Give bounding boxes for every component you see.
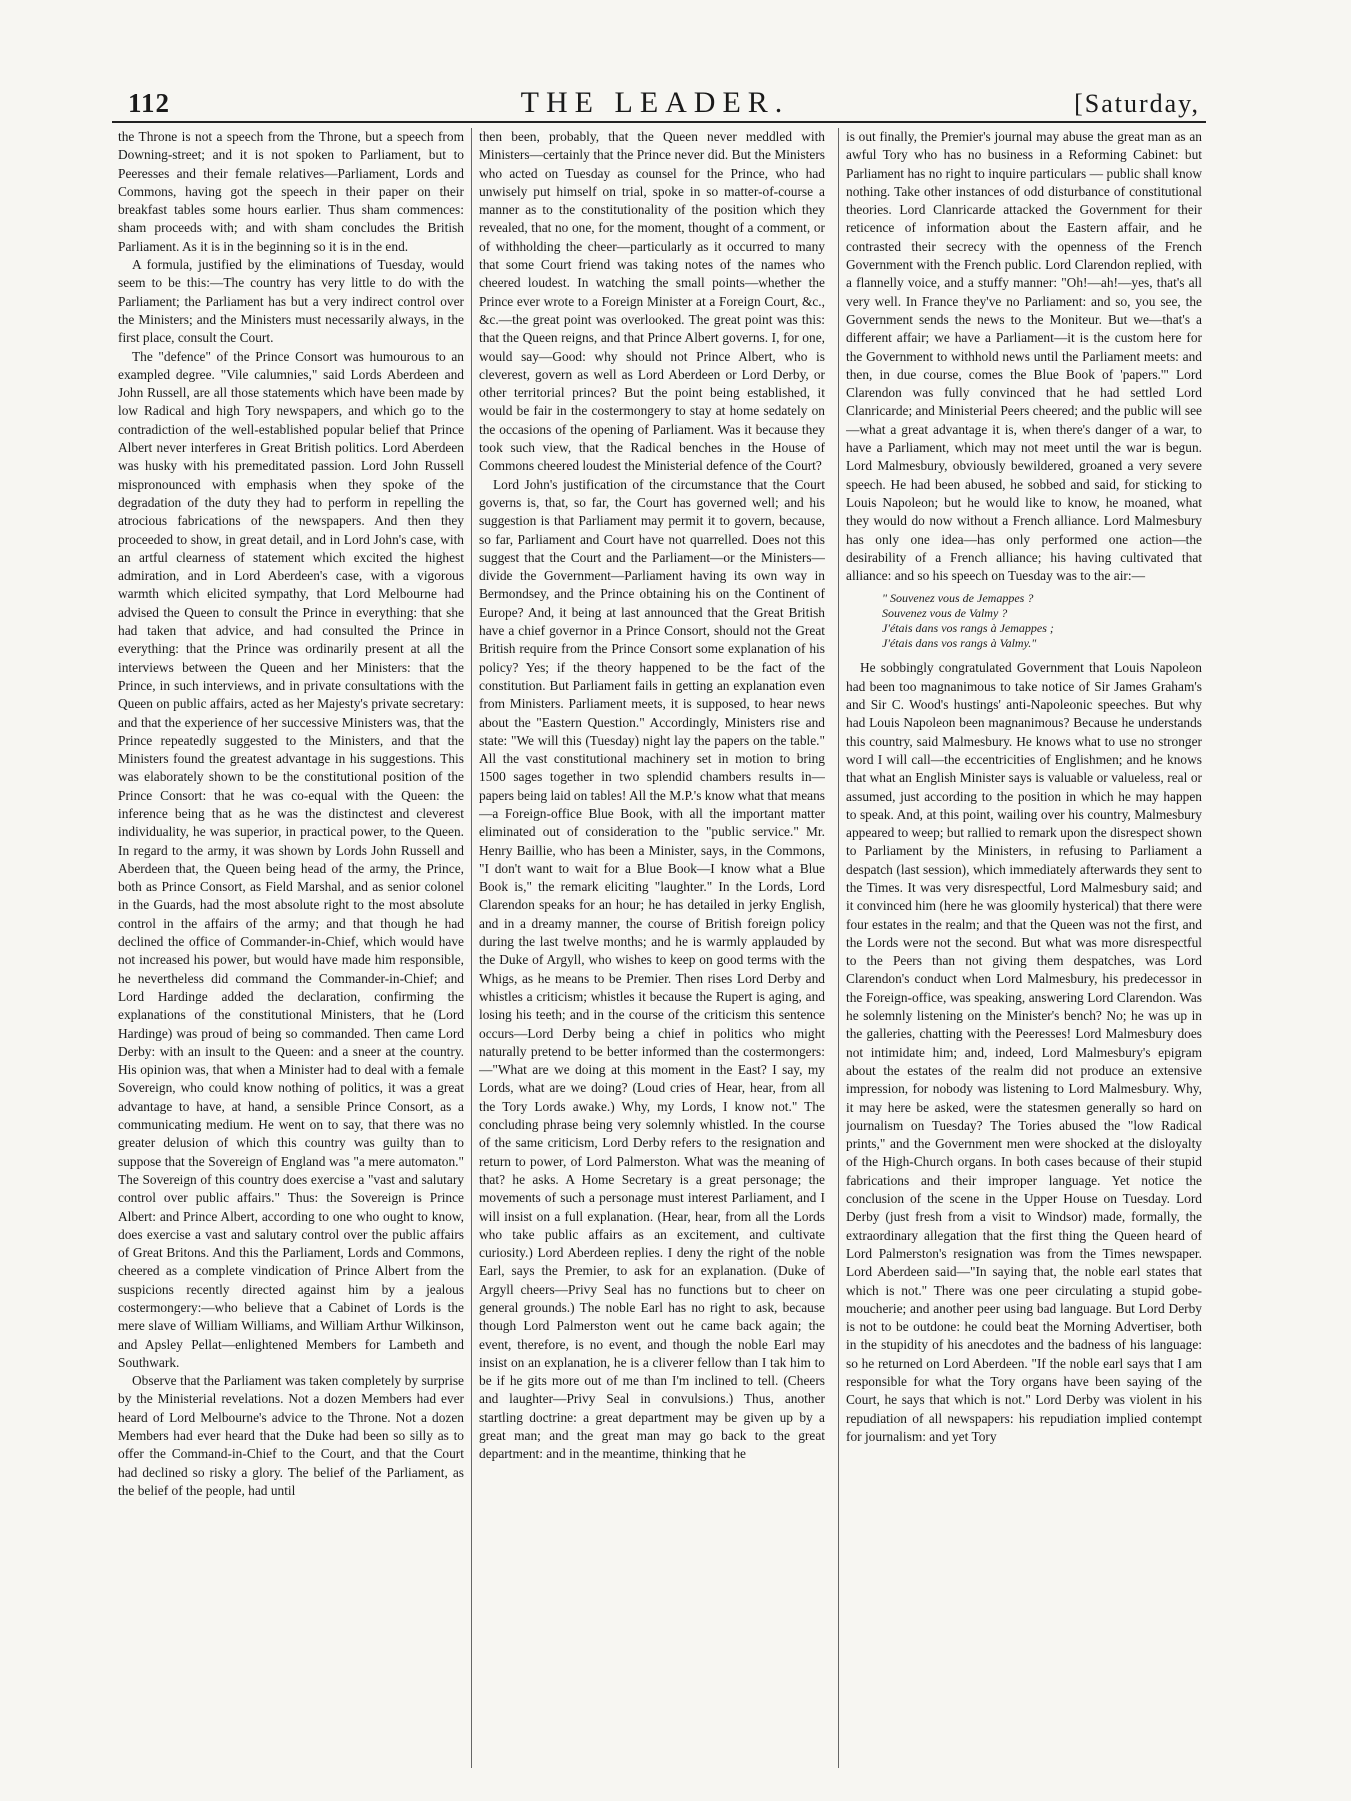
verse-line: Souvenez vous de Valmy ? <box>882 606 1008 621</box>
paragraph: Lord John's justification of the circumstance that the Court governs is, that, so far, the Court has governed well; and his suggestion is that Parliament may permit it to govern, because, so far, Parliament and Court have not quarrelled. Does not this suggest that the Court and the Parliament—or the Ministers—divide the Government—Parliament having its own way in Bermondsey, and the Prince obtaining his on the Continent of Europe? And, it being at last announced that the Great British have a chief governor in a Prince Consort, should not the Great British require from the Prince Consort some explanation of his policy? Yes; if the theory happened to be the fact of the constitution. But Parliament fails in getting an explanation even from Ministers. Parliament meets, it is supposed, to hear news about the "Eastern Question." Accordingly, Ministers rise and state: "We will this (Tuesday) night lay the papers on the table." All the vast constitutional machinery set in motion to bring 1500 sages together in two splendid chambers results in—papers being laid on tables! All the M.P.'s know what that means—a Foreign-office Blue Book, with all the important matter eliminated out of consideration to the "public service." Mr. Henry Baillie, who has been a Minister, says, in the Commons, "I don't want to wait for a Blue Book—I know what a Blue Book is," the remark eliciting "laughter." In the Lords, Lord Clarendon speaks for an hour; he has detailed in jerky English, and in a dreamy manner, the course of British foreign policy during the last twelve months; and he is warmly applauded by the Duke of Argyll, who wishes to keep on good terms with the Whigs, as he means to be Premier. Then rises Lord Derby and whistles a criticism; whistles it because the Rupert is aging, and losing his teeth; and in the course of the criticism this sentence occurs—Lord Derby being a chief in politics who might naturally pretend to be better informed than the costermongers:—"What are we doing at this moment in the East? I say, my Lords, what are we doing? (Loud cries of Hear, hear, from all the Tory Lords awake.) Why, my Lords, I know not." The concluding phrase being very solemnly whistled. In the course of the same criticism, Lord Derby refers to the resignation and return to power, of Lord Palmerston. What was the meaning of that? he asks. A Home Secretary is a great personage; the movements of such a personage must interest Parliament, and I will insist on a full explanation. (Hear, hear, from all the Lords who take public affairs as an excitement, and cultivate curiosity.) Lord Aberdeen replies. I deny the right of the noble Earl, says the Premier, to ask for an explanation. (Duke of Argyll cheers—Privy Seal has no functions but to cheer on general grounds.) The noble Earl has no right to ask, because though Lord Palmerston went out he came back again; the event, therefore, is no event, and though the noble Earl may insist on an explanation, he is a cliverer fellow than I tak him to be if he gits more out of me than I'm inclined to tell. (Cheers and laughter—Privy Seal in convulsions.) Thus, another startling doctrine: a great department may be given up by a great man; and the great man may go back to the great department: and in the meantime, thinking that he <box>479 476 825 1462</box>
article-body <box>118 128 1206 1768</box>
issue-day: [Saturday, <box>1074 89 1200 118</box>
paragraph: is out finally, the Premier's journal may abuse the great man as an awful Tory who has no business in a Reforming Cabinet: but Parliament has no right to inquire particulars — public shall know nothing. Take other instances of odd disturbance of constitutional theories. Lord Clanricarde attacked the Government for their reticence of information about the Eastern affair, and he contrasted their secrecy with the openness of the French Government with the French public. Lord Clarendon replied, with a flannelly voice, and a stuffy manner: "Oh!—ah!—yes, that's all very well. In France they've no Parliament: and so, you see, the Government sends the news to the Moniteur. But we—that's a different affair; we have a Parliament—it is the custom here for the Government to withhold news until the Parliament meets: and then, in due course, comes the Blue Book of 'papers.'" Lord Clarendon was fully convinced that he had settled Lord Clanricarde; and Ministerial Peers cheered; and the public will see—what a great advantage it is, when there's danger of a war, to have a Parliament, which may not meet until the war is begun. Lord Malmesbury, obviously bewildered, groaned a very severe speech. He had been abused, he sobbed and said, for sticking to Louis Napoleon; but he would like to know, he moaned, what they would do now without a French alliance. Lord Malmesbury has only one idea—has only performed one action—the desirability of a French alliance; his having cultivated that alliance: and so his speech on Tuesday was to the air:— <box>846 129 1202 584</box>
page-number: 112 <box>128 88 171 118</box>
column-divider <box>471 128 472 1768</box>
header-rule <box>112 121 1206 123</box>
newspaper-title: THE LEADER. <box>520 86 790 119</box>
paragraph: A formula, justified by the eliminations of Tuesday, would seem to be this:—The country has very little to do with the Parliament; the Parliament has but a very indirect control over the Ministers; and the Ministers must necessarily always, in the first place, consult the Court. <box>118 257 464 346</box>
page-header <box>110 84 1200 118</box>
column-3 <box>846 128 1202 1768</box>
column-divider <box>838 128 839 1768</box>
column-1 <box>118 128 464 1768</box>
verse-line: " Souvenez vous de Jemappes ? <box>882 591 1034 606</box>
paragraph: He sobbingly congratulated Government that Louis Napoleon had been too magnanimous to take notice of Sir James Graham's and Sir C. Wood's hustings' anti-Napoleonic speeches. But why had Louis Napoleon been magnanimous? Because he understands this country, said Malmesbury. He knows what to use no stronger word I will call—the eccentricities of Englishmen; and he knows that what an English Minister says is valuable or valueless, real or assumed, just according to the position in which he may happen to speak. And, at this point, wailing over his country, Malmesbury appeared to weep; but rallied to remark upon the disrespect shown to Parliament by the Ministers, in refusing to Parliament a despatch (last session), which immediately afterwards they sent to the Times. It was very disrespectful, Lord Malmesbury said; and it convinced him (here he was gloomily hysterical) that there were four estates in the realm; and that the Queen was not the first, and the Lords were not the second. But what was more disrespectful to the Peers than not giving them despatches, was Lord Clarendon's conduct when Lord Malmesbury, his predecessor in the Foreign-office, was speaking, answering Lord Clarendon. Was he solemnly listening on the Minister's bench? No; he was up in the galleries, chatting with the Peeresses! Lord Malmesbury does not intimidate him; and, indeed, Lord Malmesbury's epigram about the estates of the realm did not produce an extensive impression, for nobody was listening to Lord Malmesbury. Why, it may here be asked, were the statesmen generally so hard on journalism on Tuesday? The Tories abused the "low Radical prints," and the Government men were shocked at the disloyalty of the High-Church organs. In both cases because of their stupid fabrications and their improper language. Yet notice the conclusion of the scene in the Upper House on Tuesday. Lord Derby (just fresh from a visit to Windsor) made, formally, the extraordinary allegation that the first thing the Queen heard of Lord Palmerston's resignation was from the Times newspaper. Lord Aberdeen said—"In saying that, the noble earl states that which is not." There was one peer circulating a stupid gobe-moucherie; and another peer using bad language. But Lord Derby is not to be outdone: he could beat the Morning Advertiser, both in the stupidity of his anecdotes and the badness of his language: so he returned on Lord Aberdeen. "If the noble earl says that I am responsible for what the Tory organs have been saying of the Court, he says that which is not." Lord Derby was violent in his repudiation of all newspapers: his repudiation implied contempt for journalism: and yet Tory <box>846 660 1202 1444</box>
paragraph: the Throne is not a speech from the Throne, but a speech from Downing-street; and it is not spoken to Parliament, but to Peeresses and their female relatives—Parliament, Lords and Commons, having got the speech in their paper on their breakfast tables some hours earlier. Thus sham commences: sham proceeds with; and with sham concludes the British Parliament. As it is in the beginning so it is in the end. <box>118 129 464 254</box>
verse-quote <box>882 591 1202 651</box>
paragraph: The "defence" of the Prince Consort was humourous to an exampled degree. "Vile calumnies," said Lords Aberdeen and John Russell, are all those statements which have been made by low Radical and high Tory newspapers, and which go to the contradiction of the well-established popular belief that Prince Albert never interferes in Great British politics. Lord Aberdeen was husky with his premeditated passion. Lord John Russell mispronounced with emphasis when they spoke of the degradation of the duty they had to perform in repelling the atrocious fabrications of the newspapers. And then they proceeded to show, in great detail, and in Lord John's case, with an artful clearness of statement which excited the highest admiration, and in Lord Aberdeen's case, with a vigorous warmth which elicited sympathy, that Lord Melbourne had advised the Queen to consult the Prince in everything: that she had taken that advice, and had consulted the Prince in everything: that the Prince was ordinarily present at all the interviews between the Queen and her Ministers: that the Prince, in such interviews, and in private consultations with the Queen on public affairs, acted as her Majesty's private secretary: and that the experience of her successive Ministers was, that the Prince repeatedly suggested to the Ministers, and that the Ministers found the greatest advantage in his suggestions. This was elaborately shown to be the constitutional position of the Prince Consort: that he was co-equal with the Queen: the inference being that as he was the distinctest and cleverest individuality, he was superior, in practical power, to the Queen. In regard to the army, it was shown by Lords John Russell and Aberdeen that, the Queen being head of the army, the Prince, both as Prince Consort, as Field Marshal, and as senior colonel in the Guards, had the most absolute right to the most absolute control in the affairs of the army; and that though he had declined the office of Commander-in-Chief, which would have not increased his power, but would have made him responsible, he nevertheless did command the Commander-in-Chief; and Lord Hardinge added the declaration, confirming the explanations of the constitutional Ministers, that he (Lord Hardinge) was proud of being so commanded. Then came Lord Derby: with an insult to the Queen: and a sneer at the country. His opinion was, that when a Minister had to deal with a female Sovereign, who could know nothing of politics, it was a great advantage to have, at hand, a sensible Prince Consort, as a communicating medium. He went on to say, that there was no greater delusion of which this country was guilty than to suppose that the Sovereign of England was "a mere automaton." The Sovereign of this country does exercise a "vast and salutary control over public affairs." Thus: the Sovereign is Prince Albert: and Prince Albert, according to one who ought to know, does exercise a vast and salutary control over the public affairs of Great Britons. And this the Parliament, Lords and Commons, cheered as a complete vindication of Prince Albert from the suspicions recently directed against him by a jealous costermongery:—who believe that a Cabinet of Lords is the mere slave of William Williams, and William Arthur Wilkinson, and Apsley Pellat—enlightened Members for Lambeth and Southwark. <box>118 348 464 1370</box>
verse-line: J'étais dans vos rangs à Jemappes ; <box>882 621 1054 636</box>
paragraph: Observe that the Parliament was taken completely by surprise by the Ministerial revelations. Not a dozen Members had ever heard of Lord Melbourne's advice to the Throne. Not a dozen Members had ever heard that the Duke had been so silly as to offer the Command-in-Chief to the Court, and that the Court had declined so risky a glory. The belief of the Parliament, as the belief of the people, had until <box>118 1373 464 1498</box>
paragraph: then been, probably, that the Queen never meddled with Ministers—certainly that the Prince never did. But the Ministers who acted on Tuesday as counsel for the Prince, who had unwisely put himself on trial, spoke in so matter-of-course a manner as to the constitutionality of the position which they revealed, that no one, for the moment, thought of a comment, or of withholding the cheer—particularly as it occurred to many that some Court friend was taking notes of the names who cheered loudest. In watching the small points—whether the Prince ever wrote to a Foreign Minister at a Foreign Court, &c., &c.—the great point was overlooked. The great point was this: that the Queen reigns, and that Prince Albert governs. I, for one, would say—Good: why should not Prince Albert, who is cleverest, govern as well as Lord Aberdeen or Lord Derby, or other territorial princes? But the point being established, it would be fair in the costermongery to stay at home sedately on the occasions of the opening of Parliament. Was it because they took such view, that the Radical benches in the House of Commons cheered loudest the Ministerial defence of the Court? <box>479 129 825 474</box>
column-2 <box>479 128 825 1768</box>
verse-line: J'étais dans vos rangs à Valmy." <box>882 636 1037 651</box>
